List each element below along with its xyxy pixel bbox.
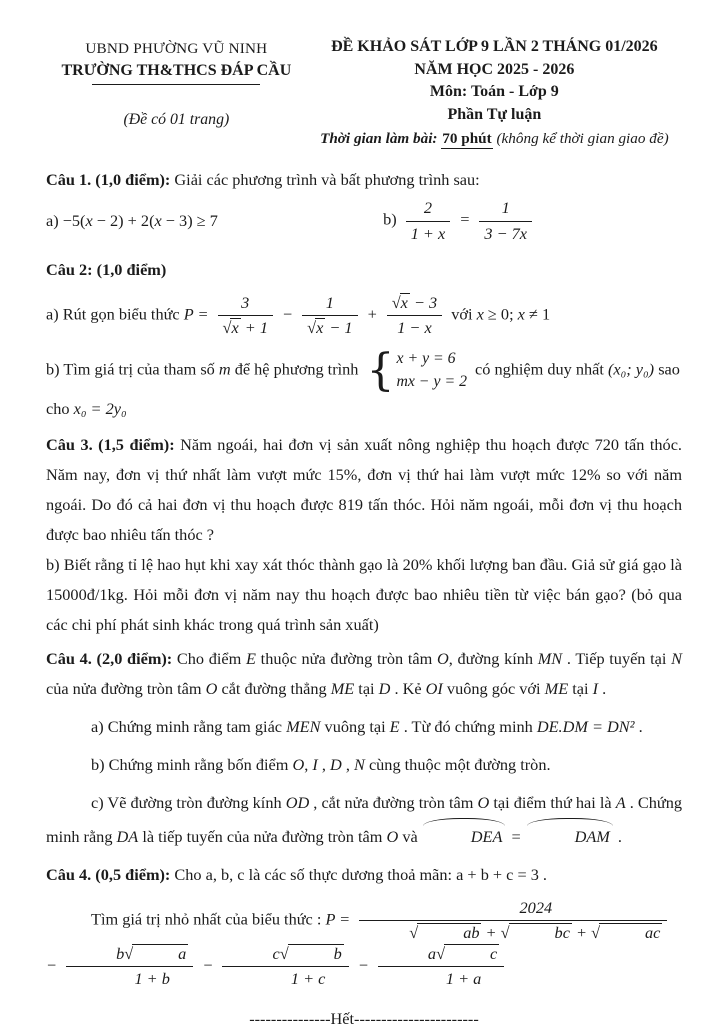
q2-fraction-1 [218, 293, 273, 339]
fraction-numerator: 3 [218, 293, 273, 316]
minus-operator: − [202, 955, 214, 975]
denominator-tail: − 1 [325, 318, 353, 338]
fraction-numerator: 1 [479, 198, 532, 221]
q2-b-text-3: có nghiệm duy nhất [475, 359, 604, 379]
q5-heading-line [46, 860, 682, 890]
q2-item-b [46, 344, 682, 424]
q3-text-b: b) Biết rằng tỉ lệ hao hụt khi xay xát thóc thành gạo là 20% khối lượng ban đầu. Giả sử giá gạo là 15000đ/1kg. Hỏi mỗi đơn vị năm nay thu hoạch được bao nhiêu tiền từ việc bán gạo? (bỏ qua các chi phí phát sinh khác trong quá trình sản xuất) [46, 555, 682, 635]
radicand: ab [417, 923, 481, 943]
school-name-underline [92, 84, 260, 85]
fraction-denominator: 3 − 7x [484, 223, 528, 243]
minus-operator: − [357, 955, 369, 975]
time-value: 70 phút [442, 130, 492, 147]
condition-label: với [451, 304, 473, 324]
q4-heading: Câu 4. (2,0 điểm): [46, 649, 173, 669]
coefficient: b [116, 943, 125, 963]
p-equals: P = [183, 304, 209, 324]
q1-b-fraction-right [479, 198, 532, 244]
q4-item-b [46, 750, 682, 780]
fraction-denominator [359, 921, 667, 943]
q2-heading: Câu 2: (1,0 điểm) [46, 260, 167, 279]
end-marker: ---------------Hết----------------------- [249, 1008, 479, 1024]
system-equation-2: mx − y = 2 [396, 373, 467, 391]
plus-operator: + [571, 923, 592, 943]
q4-intro: Cho điểm E thuộc nửa đường tròn tâm O, đường kính MN . Tiếp tuyến tại N của nửa đường tròn tâm O cắt đường thẳng ME tại D . Kẻ OI vuông góc với ME tại I . [46, 649, 682, 699]
q1-item-a [46, 211, 383, 231]
sqrt-radical-icon [501, 923, 572, 942]
numerator-tail: − 3 [409, 293, 438, 312]
sqrt-radical-icon [591, 923, 662, 942]
q3-paragraph-b [46, 550, 682, 640]
q1-heading-line [46, 165, 682, 195]
fraction-numerator [222, 944, 348, 967]
q4-item-a [46, 712, 682, 742]
school-name: TRƯỜNG TH&THCS ĐÁP CẦU [61, 62, 292, 79]
radicand: c [444, 944, 499, 964]
fraction-numerator: 2 [406, 198, 451, 221]
system-equation-1: x + y = 6 [396, 349, 456, 367]
arc-DEA: DEA [423, 818, 506, 852]
equals-sign: = [459, 209, 471, 229]
solution-pair: (x₀; y₀) [608, 359, 655, 379]
header-right-block [307, 36, 682, 151]
q2-fraction-2 [302, 293, 357, 339]
fraction-numerator [378, 944, 504, 967]
sqrt-radical-icon [409, 923, 481, 942]
parameter-m: m [218, 359, 231, 379]
q4-item-c [46, 788, 682, 852]
p-equals: P = [325, 909, 351, 929]
q5-find-label: Tìm giá trị nhỏ nhất của biểu thức : [91, 909, 322, 929]
fraction-denominator [302, 316, 357, 338]
radicand: a [132, 944, 188, 964]
fraction-denominator: 1 − x [397, 318, 432, 338]
coefficient: c [272, 943, 280, 963]
radicand: x [231, 318, 239, 338]
q5-expression-row [46, 898, 682, 989]
q5-main-fraction [359, 898, 667, 944]
q2-b-label: b) [46, 359, 60, 379]
fraction-denominator: 1 + x [410, 223, 446, 243]
solution-condition: x₀ = 2y₀ [73, 399, 127, 419]
q2-fraction-3 [387, 293, 442, 339]
q4-intro-paragraph [46, 644, 682, 704]
q2-b-text-2: để hệ phương trình [234, 359, 359, 379]
sqrt-radical-icon [124, 944, 188, 963]
fraction-numerator [387, 293, 442, 316]
sqrt-radical-icon [307, 318, 325, 337]
q2-item-a [46, 293, 682, 339]
header-left-block [46, 36, 307, 151]
sqrt-radical-icon [436, 944, 499, 963]
q2-a-condition: x ≥ 0; x ≠ 1 [476, 304, 551, 324]
exam-title: ĐỀ KHẢO SÁT LỚP 9 LẦN 2 THÁNG 01/2026 [331, 38, 658, 55]
q1-item-b [383, 198, 682, 244]
radicand: b [288, 944, 344, 964]
q2-b-text-1: Tìm giá trị của tham số [63, 359, 215, 379]
org-name: UBND PHƯỜNG VŨ NINH [85, 40, 268, 57]
q2-b-text-4: sao cho [46, 359, 680, 419]
q4-b-text: b) Chứng minh rằng bốn điểm O, I , D , N cùng thuộc một đường tròn. [91, 755, 551, 775]
q1-b-fraction-left [406, 198, 451, 244]
fraction-denominator: 1 + c [290, 969, 326, 989]
fraction-numerator: 2024 [359, 898, 667, 921]
radicand: ac [599, 923, 662, 943]
system-equations [397, 347, 467, 394]
sqrt-radical-icon [392, 293, 410, 312]
equation-system [366, 344, 467, 396]
fraction-denominator: 1 + b [134, 969, 170, 989]
q5-fraction-3 [222, 944, 348, 990]
sqrt-radical-icon [280, 944, 344, 963]
q1-intro: Giải các phương trình và bất phương trình sau: [170, 170, 480, 189]
q4-c-period: . [613, 827, 622, 847]
radicand: x [400, 293, 408, 312]
q1-a-expression: −5(x − 2) + 2(x − 3) ≥ 7 [62, 211, 218, 230]
time-label: Thời gian làm bài: [320, 130, 438, 147]
minus-operator: − [46, 955, 57, 975]
q5-heading: Câu 4. (0,5 điểm): [46, 865, 171, 885]
q3-paragraph-a [46, 430, 682, 550]
radicand: x [316, 318, 324, 338]
plus-operator: + [481, 923, 501, 943]
q2-a-label: a) [46, 304, 59, 324]
fraction-denominator [218, 316, 273, 338]
q1-b-label: b) [383, 209, 397, 229]
school-year: NĂM HỌC 2025 - 2026 [414, 60, 575, 78]
denominator-tail: + 1 [240, 318, 268, 338]
q3-text-a: Năm ngoái, hai đơn vị sản xuất nông nghiệp thu hoạch được 720 tấn thóc. Năm nay, đơn vị thứ nhất làm vượt mức 15%, đơn vị thứ hai làm vượt mức 12% so với năm ngoái. Do đó cả hai đơn vị thu hoạch được 819 tấn thóc. Hỏi năm ngoái, mỗi đơn vị thu hoạch được bao nhiêu tấn thóc ? [46, 435, 682, 545]
q1-a-label: a) [46, 211, 59, 230]
time-note: (không kể thời gian giao đề) [496, 130, 669, 147]
q5-fraction-4 [378, 944, 504, 990]
time-limit-line [307, 126, 682, 151]
arc-DAM: DAM [527, 818, 613, 852]
q2-a-text: Rút gọn biểu thức [62, 304, 180, 324]
q2-heading-line [46, 255, 682, 285]
sqrt-radical-icon [223, 318, 241, 337]
minus-operator: − [282, 304, 294, 324]
coefficient: a [427, 943, 437, 963]
fraction-numerator [66, 944, 193, 967]
header [46, 36, 682, 151]
q4-c-text: c) Vẽ đường tròn đường kính OD , cắt nửa đường tròn tâm O tại điểm thứ hai là A . Chứng minh rằng DA là tiếp tuyến của nửa đường tròn tâm O và [46, 793, 682, 847]
exam-part: Phần Tự luận [447, 105, 542, 123]
subject-line: Môn: Toán - Lớp 9 [429, 83, 559, 100]
plus-operator: + [366, 304, 378, 324]
q5-fraction-2 [66, 944, 193, 990]
q3-heading: Câu 3. (1,5 điểm): [46, 435, 175, 455]
system-brace: { [366, 344, 395, 396]
page-count-note: (Đề có 01 trang) [123, 111, 230, 128]
radicand: bc [509, 923, 572, 943]
fraction-numerator: 1 [302, 293, 357, 316]
q1-items-row [46, 197, 682, 245]
arc-equals: = [506, 827, 526, 847]
q1-heading: Câu 1. (1,0 điểm): [46, 170, 171, 189]
fraction-denominator: 1 + a [445, 969, 482, 989]
q5-intro: Cho a, b, c là các số thực dương thoả mãn: a + b + c = 3 . [170, 865, 547, 885]
q4-a-text: a) Chứng minh rằng tam giác MEN vuông tại E . Từ đó chứng minh DE.DM = DN² . [91, 717, 643, 737]
